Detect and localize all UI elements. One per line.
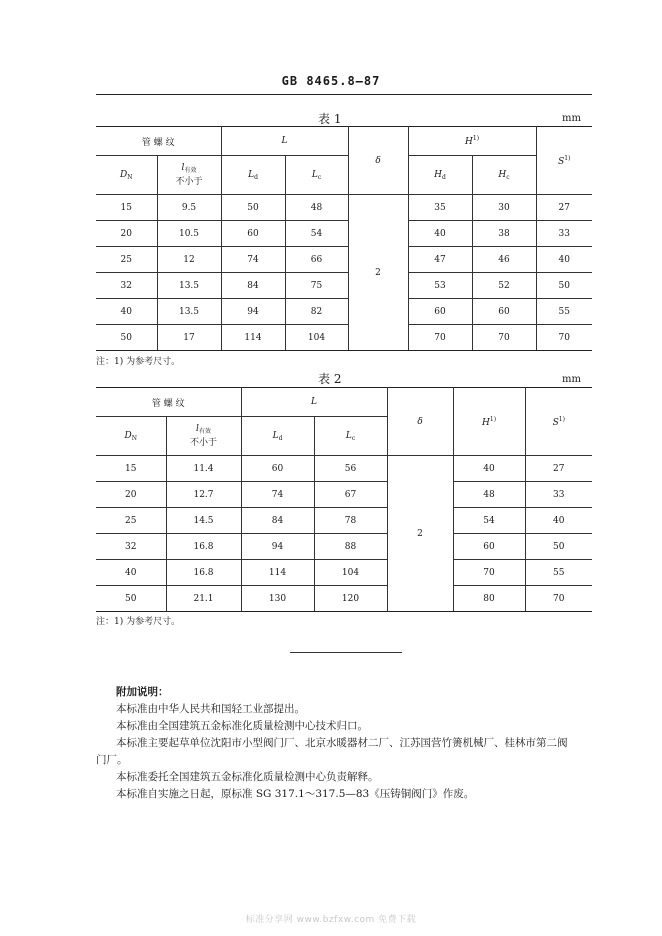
table1 bbox=[96, 126, 592, 351]
table2-cell-ld: 74 bbox=[241, 482, 314, 508]
table2-header-H: $H^{1)}$ bbox=[453, 388, 525, 456]
table1-col-hc: $H_c$ bbox=[472, 156, 536, 195]
table1-cell-hc: 52 bbox=[472, 273, 536, 299]
table1-note: 注：1) 为参考尺寸。 bbox=[96, 357, 181, 367]
table1-cell-l: 9.5 bbox=[157, 195, 221, 221]
table1-header-H: $H^{1)}$ bbox=[408, 127, 536, 156]
appendix-title: 附加说明： bbox=[116, 686, 169, 698]
table-row bbox=[96, 247, 592, 273]
table1-cell-l: 10.5 bbox=[157, 221, 221, 247]
table1-header-thread: 管 螺 纹 bbox=[96, 127, 221, 156]
table1-cell-s: 27 bbox=[536, 195, 592, 221]
table2-cell-lc: 67 bbox=[314, 482, 387, 508]
table1-cell-hd: 47 bbox=[408, 247, 472, 273]
table-row bbox=[96, 586, 592, 612]
table2-cell-lc: 78 bbox=[314, 508, 387, 534]
table1-cell-hc: 70 bbox=[472, 325, 536, 351]
table1-cell-hd: 60 bbox=[408, 299, 472, 325]
table2-cell-h: 54 bbox=[453, 508, 525, 534]
table1-cell-dn: 20 bbox=[96, 221, 157, 247]
section-divider bbox=[290, 652, 402, 653]
table2-cell-l: 12.7 bbox=[166, 482, 241, 508]
table1-cell-l: 12 bbox=[157, 247, 221, 273]
table2-cell-lc: 56 bbox=[314, 456, 387, 482]
table2-cell-ld: 84 bbox=[241, 508, 314, 534]
table1-cell-dn: 50 bbox=[96, 325, 157, 351]
table-row bbox=[96, 273, 592, 299]
table2-cell-dn: 20 bbox=[96, 482, 166, 508]
table-row bbox=[96, 508, 592, 534]
table1-unit: mm bbox=[562, 113, 581, 124]
table1-cell-dn: 40 bbox=[96, 299, 157, 325]
table1-caption: 表 1 bbox=[318, 112, 342, 126]
table-row bbox=[96, 534, 592, 560]
table2-col-lc: $L_c$ bbox=[314, 417, 387, 456]
appendix-line: 本标准主要起草单位沈阳市小型阀门厂、北京水暖器材二厂、江苏国营竹箦机械厂、桂林市第二阀 bbox=[116, 737, 568, 749]
table2-cell-h: 80 bbox=[453, 586, 525, 612]
table-row bbox=[96, 195, 592, 221]
table2-cell-s: 40 bbox=[525, 508, 592, 534]
table2-cell-l: 16.8 bbox=[166, 560, 241, 586]
table2-cell-dn: 15 bbox=[96, 456, 166, 482]
standard-code: GB 8465.8—87 bbox=[281, 74, 381, 88]
table1-cell-lc: 104 bbox=[285, 325, 348, 351]
table2-cell-dn: 25 bbox=[96, 508, 166, 534]
table1-cell-l: 17 bbox=[157, 325, 221, 351]
table2-cell-l: 16.8 bbox=[166, 534, 241, 560]
table2-cell-dn: 40 bbox=[96, 560, 166, 586]
table1-cell-ld: 84 bbox=[221, 273, 285, 299]
table1-cell-dn: 32 bbox=[96, 273, 157, 299]
table1-cell-hd: 70 bbox=[408, 325, 472, 351]
table2-cell-lc: 104 bbox=[314, 560, 387, 586]
appendix-line: 门厂。 bbox=[96, 754, 128, 766]
table-row bbox=[96, 560, 592, 586]
table2-cell-dn: 50 bbox=[96, 586, 166, 612]
table2-cell-s: 27 bbox=[525, 456, 592, 482]
table1-col-ld: $L_d$ bbox=[221, 156, 285, 195]
table1-cell-hd: 40 bbox=[408, 221, 472, 247]
table1-col-lc: $L_c$ bbox=[285, 156, 348, 195]
table1-cell-lc: 66 bbox=[285, 247, 348, 273]
table1-cell-ld: 94 bbox=[221, 299, 285, 325]
table1-cell-ld: 60 bbox=[221, 221, 285, 247]
table1-cell-ld: 114 bbox=[221, 325, 285, 351]
table2-header-L: L bbox=[241, 388, 387, 417]
table1-cell-delta: 2 bbox=[348, 195, 408, 351]
table2-header-thread: 管 螺 纹 bbox=[96, 388, 241, 417]
table1-cell-hd: 35 bbox=[408, 195, 472, 221]
table2-cell-s: 50 bbox=[525, 534, 592, 560]
table2-cell-lc: 120 bbox=[314, 586, 387, 612]
table2-header-delta: δ bbox=[387, 388, 453, 456]
table1-cell-hc: 38 bbox=[472, 221, 536, 247]
table2-cell-ld: 114 bbox=[241, 560, 314, 586]
header-rule bbox=[96, 94, 592, 95]
table1-cell-lc: 82 bbox=[285, 299, 348, 325]
table1-cell-lc: 75 bbox=[285, 273, 348, 299]
table1-cell-hc: 30 bbox=[472, 195, 536, 221]
footer-watermark: 标准分享网 www.bzfxw.com 免费下载 bbox=[245, 915, 417, 925]
table2-col-ld: $L_d$ bbox=[241, 417, 314, 456]
appendix bbox=[96, 684, 596, 803]
table2-caption: 表 2 bbox=[318, 372, 342, 386]
table1-header-S: $S^{1)}$ bbox=[536, 127, 592, 195]
table2-cell-ld: 60 bbox=[241, 456, 314, 482]
table2-cell-h: 70 bbox=[453, 560, 525, 586]
appendix-line: 本标准由全国建筑五金标准化质量检测中心技术归口。 bbox=[116, 720, 368, 732]
table1-col-l: $l_{有效}$ 不小于 bbox=[157, 156, 221, 195]
table1-cell-ld: 74 bbox=[221, 247, 285, 273]
table1-col-dn: $D_N$ bbox=[96, 156, 157, 195]
appendix-line: 本标准自实施之日起，原标准 SG 317.1～317.5—83《压铸铜阀门》作废。 bbox=[116, 788, 475, 800]
table2-cell-ld: 94 bbox=[241, 534, 314, 560]
table1-col-hd: $H_d$ bbox=[408, 156, 472, 195]
table2-cell-h: 48 bbox=[453, 482, 525, 508]
appendix-line: 本标准由中华人民共和国轻工业部提出。 bbox=[116, 703, 305, 715]
table2-unit: mm bbox=[562, 374, 581, 385]
table1-cell-s: 50 bbox=[536, 273, 592, 299]
table2-header-S: $S^{1)}$ bbox=[525, 388, 592, 456]
table1-cell-l: 13.5 bbox=[157, 299, 221, 325]
table-row bbox=[96, 456, 592, 482]
table2-cell-lc: 88 bbox=[314, 534, 387, 560]
table1-header-L: L bbox=[221, 127, 348, 156]
table2 bbox=[96, 387, 592, 612]
table2-cell-s: 70 bbox=[525, 586, 592, 612]
table2-cell-delta: 2 bbox=[387, 456, 453, 612]
table2-cell-l: 21.1 bbox=[166, 586, 241, 612]
table1-cell-ld: 50 bbox=[221, 195, 285, 221]
table-row bbox=[96, 299, 592, 325]
table2-cell-s: 55 bbox=[525, 560, 592, 586]
table1-header-delta: δ bbox=[348, 127, 408, 195]
table2-cell-l: 14.5 bbox=[166, 508, 241, 534]
table2-cell-l: 11.4 bbox=[166, 456, 241, 482]
table1-cell-s: 40 bbox=[536, 247, 592, 273]
table2-cell-s: 33 bbox=[525, 482, 592, 508]
table1-cell-hc: 46 bbox=[472, 247, 536, 273]
table1-cell-hc: 60 bbox=[472, 299, 536, 325]
table2-note: 注：1) 为参考尺寸。 bbox=[96, 617, 181, 627]
table1-cell-s: 33 bbox=[536, 221, 592, 247]
table1-cell-dn: 25 bbox=[96, 247, 157, 273]
table2-cell-h: 40 bbox=[453, 456, 525, 482]
appendix-line: 本标准委托全国建筑五金标准化质量检测中心负责解释。 bbox=[116, 771, 379, 783]
table1-cell-s: 70 bbox=[536, 325, 592, 351]
table2-cell-dn: 32 bbox=[96, 534, 166, 560]
table-row bbox=[96, 325, 592, 351]
table1-cell-lc: 48 bbox=[285, 195, 348, 221]
table2-col-dn: $D_N$ bbox=[96, 417, 166, 456]
table1-cell-lc: 54 bbox=[285, 221, 348, 247]
table-row bbox=[96, 221, 592, 247]
table1-cell-hd: 53 bbox=[408, 273, 472, 299]
table1-cell-dn: 15 bbox=[96, 195, 157, 221]
table2-cell-ld: 130 bbox=[241, 586, 314, 612]
table2-cell-h: 60 bbox=[453, 534, 525, 560]
table2-col-l: $l_{有效}$ 不小于 bbox=[166, 417, 241, 456]
table1-cell-s: 55 bbox=[536, 299, 592, 325]
table1-cell-l: 13.5 bbox=[157, 273, 221, 299]
table-row bbox=[96, 482, 592, 508]
